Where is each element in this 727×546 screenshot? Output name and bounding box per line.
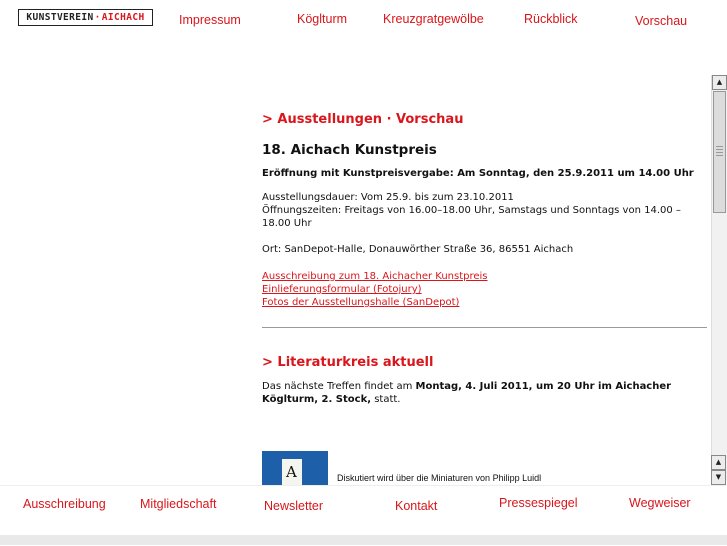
place-text: Ort: SanDepot-Halle, Donauwörther Straße 36, 86551 Aichach bbox=[262, 244, 574, 255]
link-einlieferungsformular[interactable]: Einlieferungsformular (Fotojury) bbox=[262, 284, 422, 295]
scroll-thumb[interactable] bbox=[713, 91, 726, 213]
nav-kontakt[interactable]: Kontakt bbox=[395, 499, 438, 513]
nav-kreuzgratgewoelbe[interactable]: Kreuzgratgewölbe bbox=[383, 12, 484, 26]
opening-text: Eröffnung mit Kunstpreisvergabe: Am Sonntag, den 25.9.2011 um 14.00 Uhr bbox=[262, 168, 694, 179]
link-ausschreibung[interactable]: Ausschreibung zum 18. Aichacher Kunstpreis bbox=[262, 271, 488, 282]
scroll-grip bbox=[716, 146, 723, 158]
scroll-down-arrow-icon[interactable]: ▼ bbox=[711, 470, 726, 485]
nav-newsletter[interactable]: Newsletter bbox=[264, 499, 324, 513]
nav-ausschreibung[interactable]: Ausschreibung bbox=[23, 497, 106, 511]
logo-separator: · bbox=[94, 12, 101, 23]
scroll-up-arrow-icon[interactable]: ▲ bbox=[712, 75, 727, 90]
book-cover-glyph: A bbox=[286, 463, 297, 481]
nav-rueckblick[interactable]: Rückblick bbox=[524, 12, 578, 26]
nav-wegweiser[interactable]: Wegweiser bbox=[629, 496, 691, 510]
content-scrollbar[interactable] bbox=[711, 75, 727, 480]
logo-text-1: KUNSTVEREIN bbox=[26, 12, 94, 23]
main-content bbox=[262, 106, 707, 406]
link-fotos-halle[interactable]: Fotos der Ausstellungshalle (SanDepot) bbox=[262, 297, 460, 308]
meeting-text: Das nächste Treffen findet am Montag, 4. Juli 2011, um 20 Uhr im Aichacher Köglturm, 2. Stock, statt. bbox=[262, 381, 672, 405]
logo-text-2: AICHACH bbox=[101, 12, 145, 23]
page-title: 18. Aichach Kunstpreis bbox=[262, 142, 437, 158]
section-heading-literaturkreis: > Literaturkreis aktuell bbox=[262, 355, 434, 370]
scroll-up-arrow-icon-lower[interactable]: ▲ bbox=[711, 455, 726, 470]
hours-text: Öffnungszeiten: Freitags von 16.00–18.00 Uhr, Samstags und Sonntags von 14.00 –18.00 Uhr bbox=[262, 205, 681, 229]
nav-vorschau[interactable]: Vorschau bbox=[635, 14, 688, 28]
book-cover-image bbox=[262, 451, 328, 485]
nav-pressespiegel[interactable]: Pressespiegel bbox=[499, 496, 578, 510]
content-scrollbar-bottom bbox=[711, 455, 726, 485]
nav-koeglturm[interactable]: Köglturm bbox=[297, 12, 348, 26]
section-heading-ausstellungen: > Ausstellungen · Vorschau bbox=[262, 112, 464, 127]
divider bbox=[262, 327, 707, 328]
site-logo[interactable] bbox=[18, 9, 153, 26]
duration-text: Ausstellungsdauer: Vom 25.9. bis zum 23.10.2011 bbox=[262, 192, 514, 203]
nav-impressum[interactable]: Impressum bbox=[179, 13, 241, 27]
bottom-strip bbox=[0, 535, 727, 545]
image-caption: Diskutiert wird über die Miniaturen von Philipp Luidl bbox=[337, 473, 542, 483]
nav-mitgliedschaft[interactable]: Mitgliedschaft bbox=[140, 497, 217, 511]
links-list bbox=[262, 270, 707, 309]
